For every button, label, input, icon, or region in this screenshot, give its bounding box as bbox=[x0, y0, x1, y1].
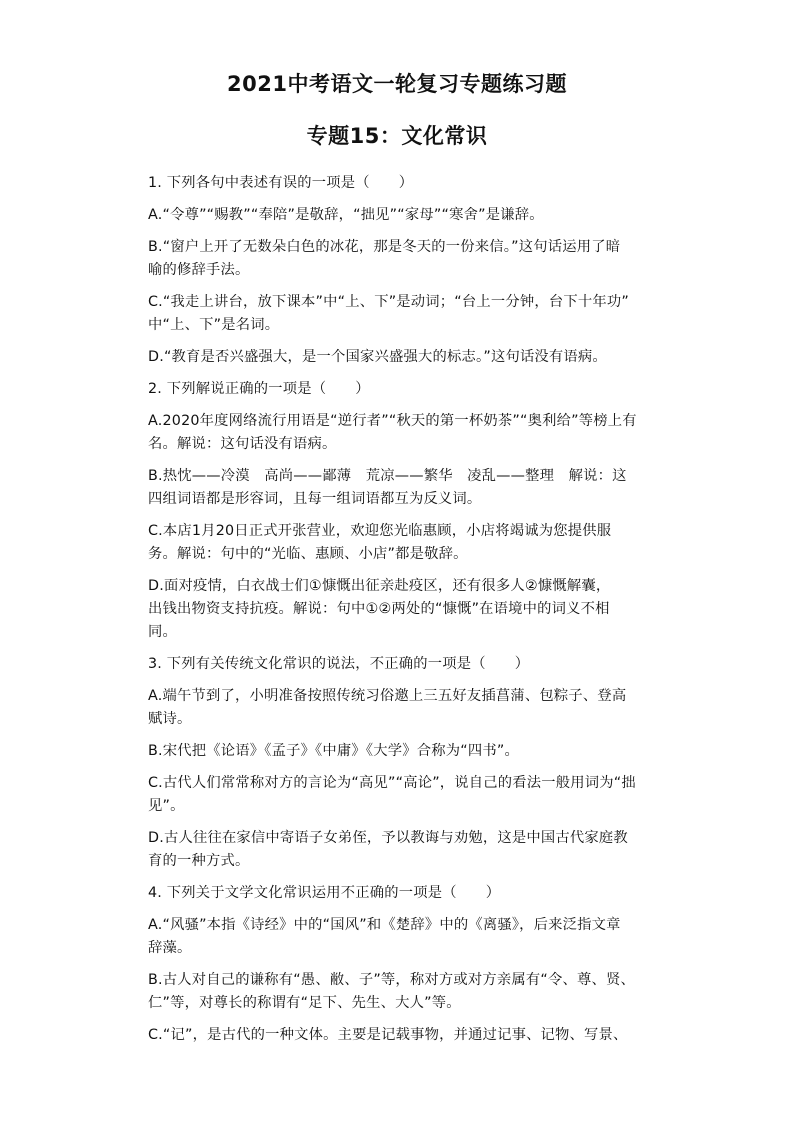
question-list bbox=[148, 172, 688, 1056]
option-text-line: 同。 bbox=[148, 624, 177, 640]
answer-option bbox=[148, 236, 688, 282]
answer-option bbox=[148, 969, 688, 1015]
answer-option bbox=[148, 685, 688, 731]
option-text-line: A.端午节到了，小明准备按照传统习俗邀上三五好友插菖蒲、包粽子、登高 bbox=[148, 688, 627, 704]
question-stem: 1. 下列各句中表述有误的一项是（ ） bbox=[148, 175, 414, 191]
option-text-line: B.古人对自己的谦称有“愚、敝、子”等，称对方或对方亲属有“令、尊、贤、 bbox=[148, 972, 635, 988]
answer-option bbox=[148, 465, 688, 511]
option-text-line: C.古代人们常常称对方的言论为“高见”“高论”，说自己的看法一般用词为“拙 bbox=[148, 775, 636, 791]
option-text-line: D.“教育是否兴盛强大，是一个国家兴盛强大的标志。”这句话没有语病。 bbox=[148, 349, 607, 365]
answer-option bbox=[148, 914, 688, 960]
option-text-line: A.“令尊”“赐教”“奉陪”是敬辞，“拙见”“家母”“寒舍”是谦辞。 bbox=[148, 207, 544, 223]
question-stem: 2. 下列解说正确的一项是（ ） bbox=[148, 381, 370, 397]
option-text-line: 名。解说：这句话没有语病。 bbox=[148, 436, 337, 452]
answer-option bbox=[148, 740, 688, 763]
option-text-line: 仁”等，对尊长的称谓有“足下、先生、大人”等。 bbox=[148, 995, 461, 1011]
answer-option bbox=[148, 772, 688, 818]
option-text-line: A.2020年度网络流行用语是“逆行者”“秋天的第一杯奶茶”“奥利给”等榜上有 bbox=[148, 413, 637, 429]
option-text-line: 四组词语都是形容词，且每一组词语都互为反义词。 bbox=[148, 491, 482, 507]
answer-option bbox=[148, 1024, 688, 1047]
option-text-line: 务。解说：句中的“光临、惠顾、小店”都是敬辞。 bbox=[148, 546, 468, 562]
question-stem: 3. 下列有关传统文化常识的说法，不正确的一项是（ ） bbox=[148, 656, 530, 672]
answer-option bbox=[148, 346, 688, 369]
answer-option bbox=[148, 827, 688, 873]
option-text-line: B.宋代把《论语》《孟子》《中庸》《大学》合称为“四书”。 bbox=[148, 743, 519, 759]
page-subtitle: 专题15：文化常识 bbox=[306, 124, 488, 148]
answer-option bbox=[148, 575, 688, 644]
option-text-line: 辞藻。 bbox=[148, 940, 192, 956]
option-text-line: 赋诗。 bbox=[148, 711, 192, 727]
page-title: 2021中考语文一轮复习专题练习题 bbox=[227, 72, 567, 96]
option-text-line: 喻的修辞手法。 bbox=[148, 262, 250, 278]
option-text-line: D.古人往往在家信中寄语子女弟侄，予以教诲与劝勉，这是中国古代家庭教 bbox=[148, 830, 628, 846]
option-text-line: C.“记”，是古代的一种文体。主要是记载事物，并通过记事、记物、写景、 bbox=[148, 1027, 628, 1043]
question-stem: 4. 下列关于文学文化常识运用不正确的一项是（ ） bbox=[148, 885, 501, 901]
option-text-line: D.面对疫情，白衣战士们①慷慨出征亲赴疫区，还有很多人②慷慨解囊， bbox=[148, 578, 611, 594]
option-text-line: C.本店1月20日正式开张营业，欢迎您光临惠顾，小店将竭诚为您提供服 bbox=[148, 523, 612, 539]
option-text-line: A.“风骚”本指《诗经》中的“国风”和《楚辞》中的《离骚》，后来泛指文章 bbox=[148, 917, 621, 933]
option-text-line: C.“我走上讲台，放下课本”中“上、下”是动词；“台上一分钟，台下十年功” bbox=[148, 294, 629, 310]
option-text-line: 中“上、下”是名词。 bbox=[148, 317, 280, 333]
option-text-line: B.“窗户上开了无数朵白色的冰花，那是冬天的一份来信。”这句话运用了暗 bbox=[148, 239, 621, 255]
option-text-line: 见”。 bbox=[148, 798, 185, 814]
answer-option bbox=[148, 291, 688, 337]
option-text-line: B.热忱——冷漠 高尚——鄙薄 荒凉——繁华 凌乱——整理 解说：这 bbox=[148, 468, 627, 484]
answer-option bbox=[148, 520, 688, 566]
answer-option bbox=[148, 410, 688, 456]
option-text-line: 出钱出物资支持抗疫。解说：句中①②两处的“慷慨”在语境中的词义不相 bbox=[148, 601, 610, 617]
option-text-line: 育的一种方式。 bbox=[148, 853, 250, 869]
answer-option bbox=[148, 204, 688, 227]
